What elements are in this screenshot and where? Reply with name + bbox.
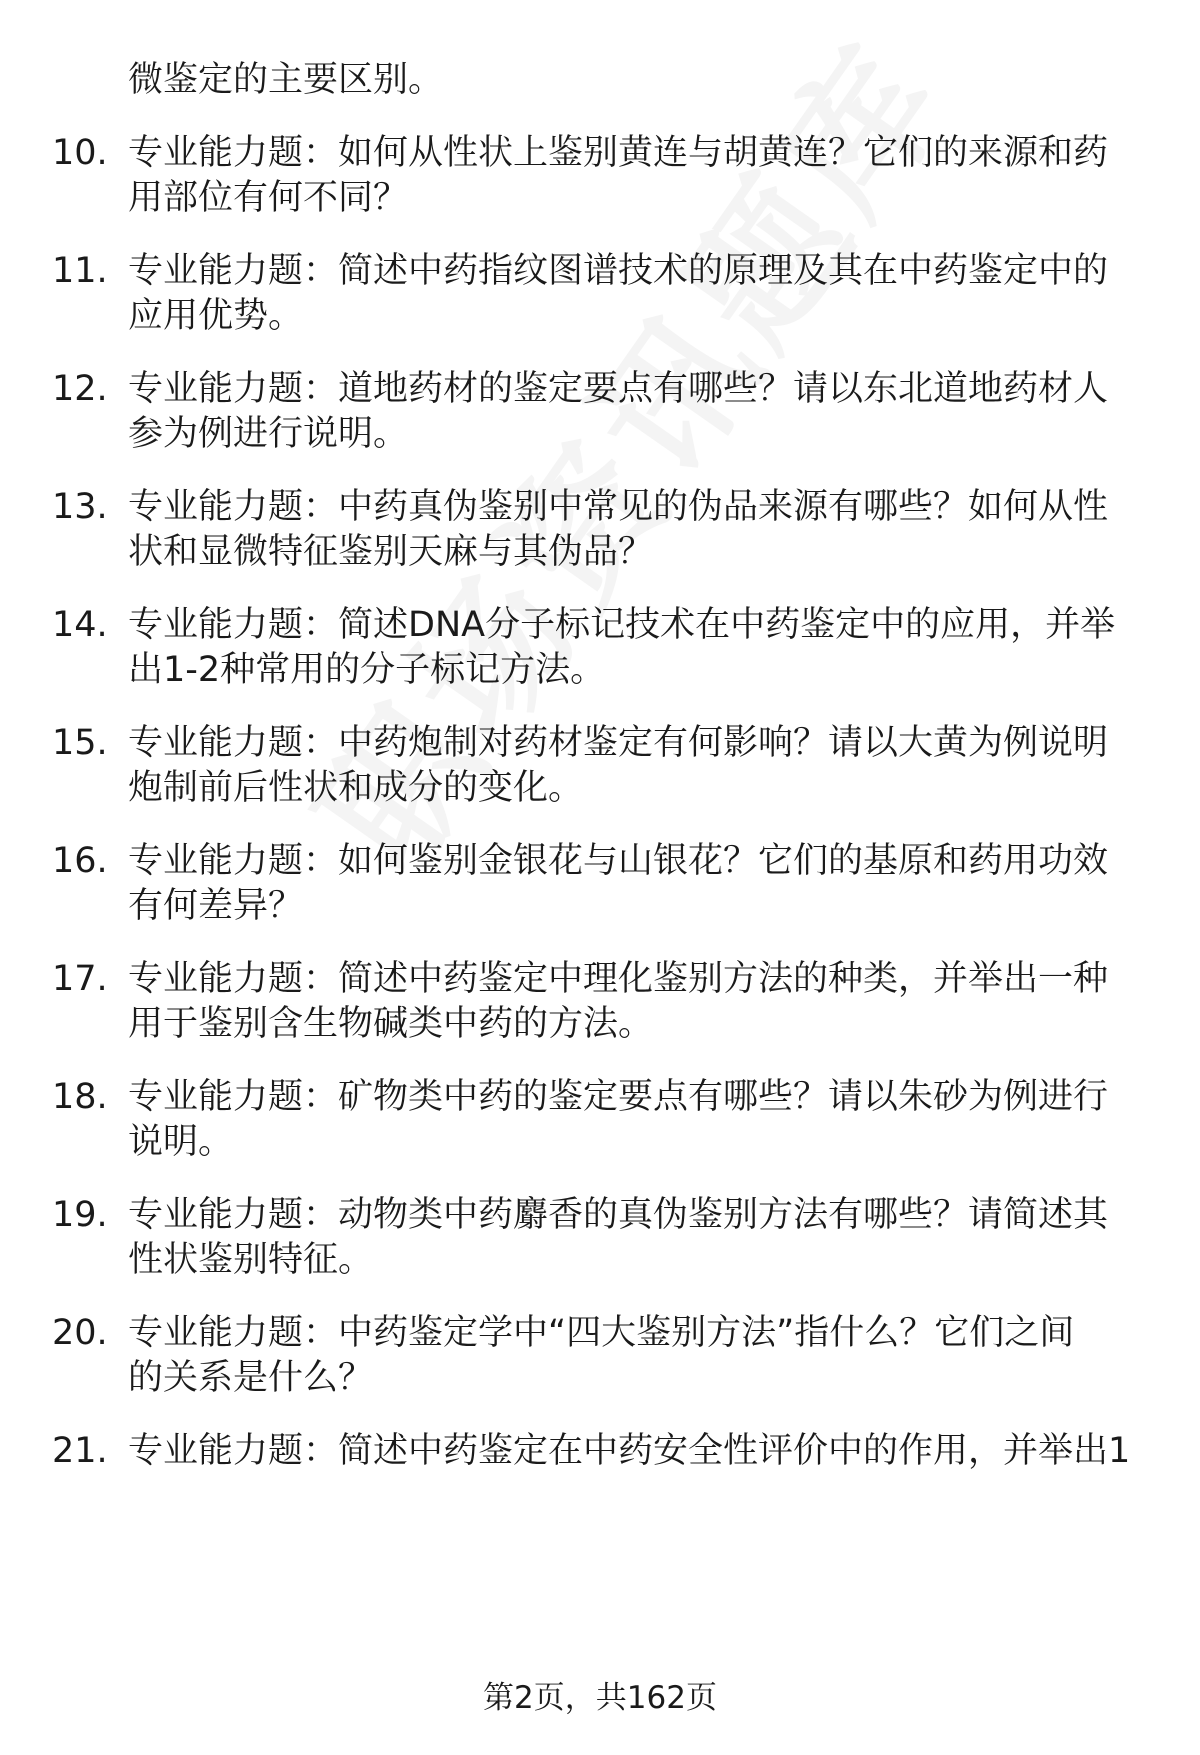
question-text: 专业能力题：简述中药鉴定在中药安全性评价中的作用，并举出1 <box>128 1431 1131 1471</box>
question-text: 专业能力题：中药真伪鉴别中常见的伪品来源有哪些？如何从性 <box>128 487 1109 527</box>
question-text-cont: 用于鉴别含生物碱类中药的方法。 <box>128 1004 654 1044</box>
question-number: 14. <box>52 605 108 645</box>
question-number: 21. <box>52 1431 108 1471</box>
question-text: 专业能力题：矿物类中药的鉴定要点有哪些？请以朱砂为例进行 <box>128 1077 1109 1117</box>
question-text-cont: 的关系是什么？ <box>128 1358 374 1398</box>
question-number: 13. <box>52 487 108 527</box>
page-footer: 第2页，共162页 <box>483 1680 717 1716</box>
question-text-cont: 有何差异？ <box>128 886 304 926</box>
question-text: 专业能力题：如何鉴别金银花与山银花？它们的基原和药用功效 <box>128 841 1109 881</box>
question-text: 专业能力题：中药炮制对药材鉴定有何影响？请以大黄为例说明 <box>128 723 1109 763</box>
question-text: 专业能力题：简述中药鉴定中理化鉴别方法的种类，并举出一种 <box>128 959 1109 999</box>
question-text: 专业能力题：中药鉴定学中“四大鉴别方法”指什么？它们之间 <box>128 1313 1075 1353</box>
question-number: 19. <box>52 1195 108 1235</box>
question-text-cont: 性状鉴别特征。 <box>128 1240 374 1280</box>
question-text: 专业能力题：如何从性状上鉴别黄连与胡黄连？它们的来源和药 <box>128 133 1109 173</box>
question-number: 18. <box>52 1077 108 1117</box>
question-text-cont: 参为例进行说明。 <box>128 414 409 454</box>
question-number: 12. <box>52 369 108 409</box>
question-number: 16. <box>52 841 108 881</box>
question-number: 10. <box>52 133 108 173</box>
question-text-cont: 出1-2种常用的分子标记方法。 <box>128 650 606 690</box>
question-text: 专业能力题：简述DNA分子标记技术在中药鉴定中的应用，并举 <box>128 605 1116 645</box>
question-text-cont: 说明。 <box>128 1122 234 1162</box>
question-number: 17. <box>52 959 108 999</box>
question-text-cont: 应用优势。 <box>128 296 304 336</box>
question-text-cont: 用部位有何不同？ <box>128 178 409 218</box>
question-text: 专业能力题：道地药材的鉴定要点有哪些？请以东北道地药材人 <box>128 369 1109 409</box>
question-text: 专业能力题：动物类中药麝香的真伪鉴别方法有哪些？请简述其 <box>128 1195 1109 1235</box>
question-text-cont: 状和显微特征鉴别天麻与其伪品？ <box>128 532 654 572</box>
continuation-text: 微鉴定的主要区别。 <box>128 60 444 100</box>
question-text: 专业能力题：简述中药指纹图谱技术的原理及其在中药鉴定中的 <box>128 251 1109 291</box>
question-number: 11. <box>52 251 108 291</box>
question-text-cont: 炮制前后性状和成分的变化。 <box>128 768 584 808</box>
question-number: 15. <box>52 723 108 763</box>
question-number: 20. <box>52 1313 108 1353</box>
